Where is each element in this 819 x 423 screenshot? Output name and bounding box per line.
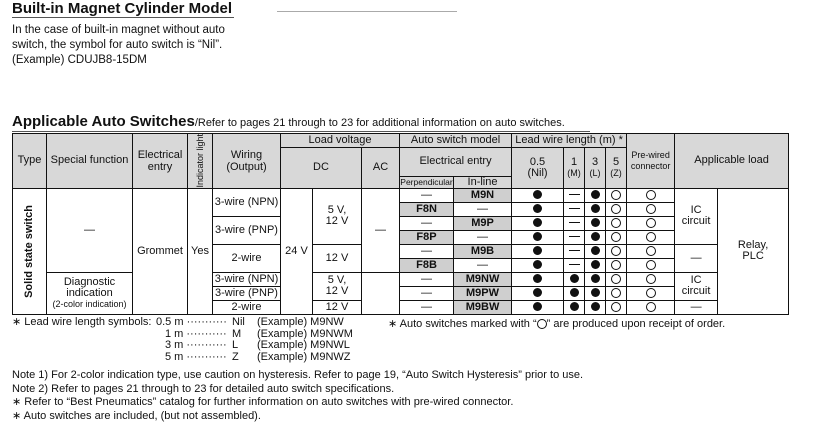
- load-none: —: [675, 244, 718, 272]
- inline-none: —: [454, 258, 512, 272]
- connector-mark: [627, 244, 675, 258]
- model-m9pw: M9PW: [454, 286, 512, 300]
- header-load-voltage: Load voltage: [281, 134, 400, 148]
- applicable-title-rule: [12, 131, 590, 132]
- len-5-mark: [606, 202, 627, 216]
- notes: [12, 369, 583, 423]
- connector-mark: [627, 258, 675, 272]
- header-len-3: 3 (L): [585, 148, 606, 189]
- applicable-title: Applicable Auto Switches: [12, 113, 195, 130]
- len-5-mark: [606, 286, 627, 300]
- header-indicator-light: Indicator light: [188, 134, 213, 189]
- model-m9nw: M9NW: [454, 272, 512, 286]
- note-line: Note 1) For 2-color indication type, use caution on hysteresis. Refer to page 19, “Auto Switch Hysteresis” prior to use.: [12, 369, 584, 381]
- symbol-length: 0.5 m ···········: [156, 316, 227, 328]
- len-3-mark: [585, 216, 606, 230]
- len-05-mark: [512, 202, 564, 216]
- indicator-yes: Yes: [188, 188, 213, 314]
- symbol-code: L: [232, 339, 239, 352]
- symbol-example: (Example) M9NWM: [257, 327, 353, 340]
- header-lead-wire-length: Lead wire length (m) *: [512, 134, 627, 148]
- header-pre-wired-connector: Pre-wired connector: [627, 134, 675, 189]
- inline-none: —: [454, 202, 512, 216]
- len-1-mark: [564, 202, 585, 216]
- model-f8b: F8B: [400, 258, 454, 272]
- voltage-5-12: 5 V, 12 V: [313, 188, 362, 244]
- len-05-mark: [512, 230, 564, 244]
- header-len-1: 1 (M): [564, 148, 585, 189]
- connector-mark: [627, 202, 675, 216]
- len-5-mark: [606, 230, 627, 244]
- marked-pre: ∗ Auto switches marked with “: [388, 318, 537, 330]
- model-m9n: M9N: [454, 188, 512, 202]
- wiring-pnp: 3-wire (PNP): [213, 216, 281, 244]
- voltage-5-12: 5 V, 12 V: [313, 272, 362, 300]
- len-3-mark: [585, 202, 606, 216]
- note-line: ∗ Auto switches are included, (but not assembled).: [12, 409, 261, 422]
- len-1-mark: [564, 300, 585, 314]
- len-1-mark: [564, 286, 585, 300]
- header-len-5: 5 (Z): [606, 148, 627, 189]
- len-3-mark: [585, 272, 606, 286]
- intro-line: In the case of built-in magnet without auto: [12, 24, 225, 36]
- len-3-mark: [585, 286, 606, 300]
- symbol-length: 5 m ···········: [165, 350, 227, 363]
- len-1-mark: [564, 272, 585, 286]
- load-relay-plc: Relay, PLC: [718, 188, 789, 314]
- load-none: —: [675, 300, 718, 314]
- load-ic-circuit: IC circuit: [675, 272, 718, 300]
- note-line: Note 2) Refer to pages 21 through to 23 for detailed auto switch specifications.: [12, 382, 395, 395]
- model-m9bw: M9BW: [454, 300, 512, 314]
- inline-none: —: [454, 230, 512, 244]
- wiring-npn: 3-wire (NPN): [213, 188, 281, 216]
- symbol-code: Nil: [232, 316, 245, 328]
- header-len-05: 0.5 (Nil): [512, 148, 564, 189]
- perpendicular-none: —: [400, 244, 454, 258]
- perpendicular-none: —: [400, 286, 454, 300]
- header-ac: AC: [362, 148, 400, 189]
- header-dc: DC: [281, 148, 362, 189]
- connector-mark: [627, 188, 675, 202]
- symbols-lead: ∗ Lead wire length symbols:: [12, 316, 152, 328]
- len-05-mark: [512, 188, 564, 202]
- intro-line: (Example) CDUJB8-15DM: [12, 54, 147, 66]
- len-1-mark: [564, 216, 585, 230]
- wiring-npn: 3-wire (NPN): [213, 272, 281, 286]
- connector-mark: [627, 300, 675, 314]
- builtin-title-rule: [12, 17, 234, 18]
- len-5-mark: [606, 258, 627, 272]
- entry-grommet: Grommet: [133, 188, 188, 314]
- dc-24v: 24 V: [281, 188, 313, 314]
- header-type: Type: [13, 134, 47, 189]
- len-3-mark: [585, 244, 606, 258]
- header-applicable-load: Applicable load: [675, 134, 789, 189]
- builtin-intro: [12, 23, 272, 68]
- header-auto-switch-model: Auto switch model: [400, 134, 512, 148]
- wiring-pnp: 3-wire (PNP): [213, 286, 281, 300]
- note-line: ∗ Refer to “Best Pneumatics” catalog for further information on auto switches with pre-wired connector.: [12, 396, 514, 408]
- auto-switch-table: [12, 133, 789, 315]
- model-f8n: F8N: [400, 202, 454, 216]
- special-function-diagnostic: Diagnostic indication (2-color indication): [47, 272, 133, 314]
- wiring-2wire: 2-wire: [213, 300, 281, 314]
- perpendicular-none: —: [400, 188, 454, 202]
- len-3-mark: [585, 258, 606, 272]
- connector-mark: [627, 230, 675, 244]
- header-electrical-entry: Electrical entry: [133, 134, 188, 189]
- len-5-mark: [606, 244, 627, 258]
- connector-mark: [627, 286, 675, 300]
- header-special-function: Special function: [47, 134, 133, 189]
- len-3-mark: [585, 188, 606, 202]
- len-3-mark: [585, 300, 606, 314]
- symbol-example: (Example) M9NWZ: [257, 350, 351, 363]
- header-in-line: In-line: [454, 176, 512, 188]
- len-05-mark: [512, 300, 564, 314]
- symbol-example: (Example) M9NWL: [257, 339, 350, 352]
- len-5-mark: [606, 300, 627, 314]
- len-3-mark: [585, 230, 606, 244]
- applicable-ref: /Refer to pages 21 through to 23 for additional information on auto switches.: [194, 117, 565, 129]
- perpendicular-none: —: [400, 300, 454, 314]
- symbol-code: M: [232, 327, 242, 340]
- perpendicular-none: —: [400, 216, 454, 230]
- perpendicular-none: —: [400, 272, 454, 286]
- model-m9b: M9B: [454, 244, 512, 258]
- len-5-mark: [606, 188, 627, 202]
- voltage-12: 12 V: [313, 300, 362, 314]
- voltage-12: 12 V: [313, 244, 362, 272]
- symbol-example: (Example) M9NW: [257, 316, 344, 328]
- len-1-mark: [564, 258, 585, 272]
- len-05-mark: [512, 286, 564, 300]
- wiring-2wire: 2-wire: [213, 244, 281, 272]
- model-f8p: F8P: [400, 230, 454, 244]
- len-05-mark: [512, 244, 564, 258]
- model-m9p: M9P: [454, 216, 512, 230]
- ac-none: —: [362, 188, 400, 272]
- top-divider: [277, 11, 457, 12]
- len-05-mark: [512, 272, 564, 286]
- len-1-mark: [564, 244, 585, 258]
- connector-mark: [627, 272, 675, 286]
- type-solid-state: Solid state switch: [13, 188, 47, 314]
- ac-blank: [362, 272, 400, 314]
- made-to-order-note: [388, 317, 725, 330]
- symbol-length: 3 m ···········: [165, 339, 227, 352]
- len-5-mark: [606, 216, 627, 230]
- applicable-heading: [12, 113, 565, 131]
- connector-mark: [627, 216, 675, 230]
- marked-post: ” are produced upon receipt of order.: [546, 318, 726, 330]
- len-05-mark: [512, 258, 564, 272]
- builtin-title: Built-in Magnet Cylinder Model: [12, 0, 232, 17]
- load-ic-circuit: IC circuit: [675, 188, 718, 244]
- len-05-mark: [512, 216, 564, 230]
- symbol-code: Z: [232, 350, 239, 363]
- len-1-mark: [564, 188, 585, 202]
- intro-line: switch, the symbol for auto switch is “Nil”.: [12, 39, 223, 51]
- header-electrical-entry-sub: Electrical entry: [400, 148, 512, 177]
- header-wiring: Wiring (Output): [213, 134, 281, 189]
- circle-icon: [537, 319, 547, 329]
- symbol-length: 1 m ···········: [165, 327, 227, 340]
- len-5-mark: [606, 272, 627, 286]
- special-function-standard: —: [47, 188, 133, 272]
- len-1-mark: [564, 230, 585, 244]
- header-perpendicular: Perpendicular: [400, 176, 453, 187]
